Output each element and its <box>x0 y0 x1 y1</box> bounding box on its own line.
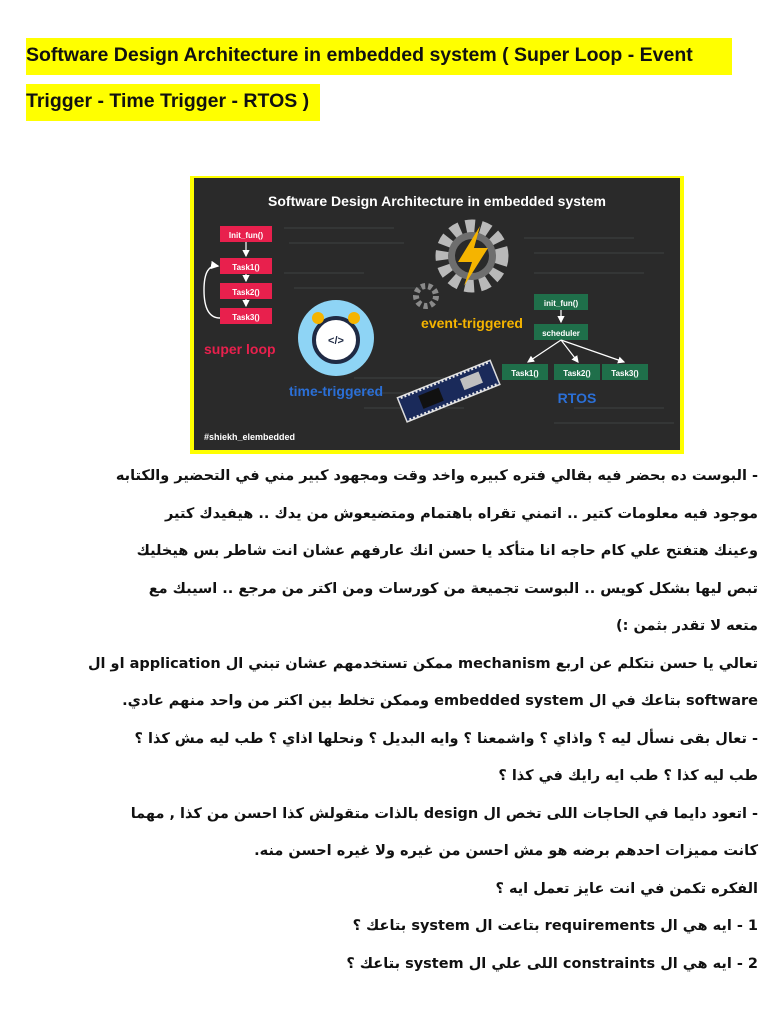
alarm-clock-icon <box>298 300 374 376</box>
body-line: طب ليه كذا ؟ طب ايه رايك في كذا ؟ <box>498 768 758 784</box>
body-line: تعالي يا حسن نتكلم عن اربع mechanism ممكن تستخدمهم عشان تبني ال application او ال <box>87 655 758 672</box>
body-line: 1 - ايه هي ال requirements بتاعت ال system بتاعك ؟ <box>352 918 758 934</box>
superloop-task-label: Task1() <box>232 263 260 272</box>
body-line: موجود فيه معلومات كتير .. اتمني تقراه باهتمام ومتضيعوش من يدك .. هيفيدك كتير <box>165 505 758 522</box>
code-brackets-glyph: </> <box>328 335 344 347</box>
architecture-banner-image <box>190 176 684 454</box>
rtos-task-label: Task3() <box>611 369 639 378</box>
architecture-banner-graphic <box>194 178 680 450</box>
body-line: كانت مميزات احدهم برضه هو مش احسن من غيره ولا غيره احسن منه. <box>254 843 758 859</box>
time-triggered-label: time-triggered <box>288 383 384 399</box>
body-line: - البوست ده بحضر فيه بقالي فتره كبيره واخد وقت ومجهود كبير مني في التحضير والكتابه <box>115 468 758 484</box>
post-body <box>24 458 758 983</box>
body-line: تبص ليها بشكل كويس .. البوست تجميعة من كورسات ومن اكتر من مرجع .. اسيبك مع <box>148 580 758 597</box>
rtos-label: RTOS <box>557 390 597 406</box>
post-title-line-1: Software Design Architecture in embedded system ( Super Loop - Event <box>26 38 732 75</box>
body-line: software بتاعك في ال embedded system وممكن تخلط بين اكتر من واحد منهم عادي. <box>122 693 758 709</box>
body-line: - اتعود دايما في الحاجات اللى تخص ال design بالذات متقولش كذا احسن من كذا , مهما <box>130 805 758 822</box>
superloop-task-label: Task3() <box>232 313 260 322</box>
body-line: وعينك هتفتح علي كام حاجه انا متأكد يا حسن انك عارفهم عشان انت شاطر بس هيخليك <box>136 543 758 559</box>
superloop-task-label: Task2() <box>232 288 260 297</box>
body-line: الفكره تكمن في انت عايز تعمل ايه ؟ <box>495 880 758 897</box>
post-title-line-2: Trigger - Time Trigger - RTOS ) <box>26 84 320 121</box>
body-line: 2 - ايه هي ال constraints اللى علي ال system بتاعك ؟ <box>346 955 758 972</box>
superloop-label: super loop <box>204 341 276 357</box>
body-line: - تعال بقى نسأل ليه ؟ واذاي ؟ واشمعنا ؟ وايه البديل ؟ ونحلها اذاي ؟ طب ليه مش كذا ؟ <box>134 730 758 747</box>
banner-heading: Software Design Architecture in embedded system <box>268 193 606 209</box>
rtos-task-label: Task2() <box>563 369 591 378</box>
rtos-scheduler-label: scheduler <box>542 329 580 338</box>
banner-hashtag: #shiekh_elembedded <box>204 432 296 442</box>
rtos-init-label: init_fun() <box>543 299 579 308</box>
superloop-task-label: Init_fun() <box>228 231 264 240</box>
event-triggered-label: event-triggered <box>421 315 523 331</box>
body-line: متعه لا تقدر بثمن :) <box>615 618 758 634</box>
rtos-task-label: Task1() <box>511 369 539 378</box>
